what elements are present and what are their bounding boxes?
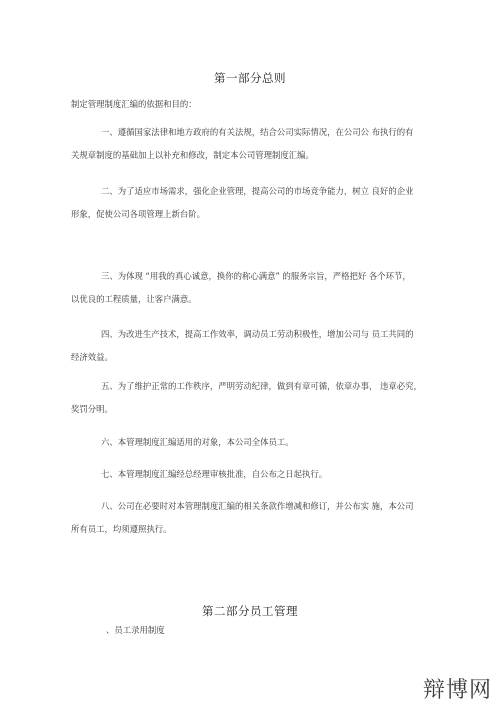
paragraph-line: 五、为了维护正常的工作秩序，严明劳动纪律，做到有章可循，依章办事， 违章必究， xyxy=(101,381,422,391)
paragraph-line: 八、公司在必要时对本管理制度汇编的相关条款作增减和修订，并公布实 施，本公司 xyxy=(101,501,414,511)
paragraph-line: 七、本管理制度汇编经总经理审核批准，自公布之日起执行。 xyxy=(101,469,328,479)
section2-sub-item: 、员工录用制度 xyxy=(106,625,165,635)
section2-title: 第二部分员工管理 xyxy=(202,604,298,618)
paragraph-4 xyxy=(71,328,431,363)
paragraph-line: 关规章制度的基础加上以补充和修改，制定本公司管理制度汇编。 xyxy=(71,150,314,160)
paragraph-2 xyxy=(71,185,431,220)
section1-title: 第一部分总则 xyxy=(214,71,286,85)
paragraph-line: 三、为体现 “用我的真心诚意，换你的称心满意” 的服务宗旨，严格把好 各个环节， xyxy=(101,271,411,281)
paragraph-line: 以优良的工程质量，让客户满意。 xyxy=(71,294,197,304)
paragraph-3 xyxy=(71,270,431,305)
paragraph-line: 六、本管理制度汇编适用的对象，本公司全体员工。 xyxy=(101,437,294,447)
paragraph-line: 形象，促使公司各项管理上新台阶。 xyxy=(71,209,205,219)
section1-intro: 制定管理制度汇编的依据和目的： xyxy=(71,99,197,109)
paragraph-7 xyxy=(71,468,431,480)
paragraph-line: 奖罚分明。 xyxy=(71,404,113,414)
paragraph-line: 四、为改进生产技术，提高工作效率，调动员工劳动积极性，增加公司与 员工共同的 xyxy=(101,329,414,339)
paragraph-8 xyxy=(71,500,431,535)
site-watermark: 辩博网 xyxy=(422,678,492,703)
paragraph-6 xyxy=(71,436,431,448)
paragraph-line: 一、遵循国家法律和地方政府的有关法规，结合公司实际情况，在公司公 布执行的有 xyxy=(101,127,414,137)
paragraph-line: 所有员工，均须遵照执行。 xyxy=(71,524,172,534)
paragraph-line: 二、为了适应市场需求，强化企业管理，提高公司的市场竞争能力，树立 良好的企业 xyxy=(101,186,414,196)
paragraph-line: 经济效益。 xyxy=(71,352,113,362)
paragraph-5 xyxy=(71,380,431,415)
paragraph-1 xyxy=(71,126,431,161)
